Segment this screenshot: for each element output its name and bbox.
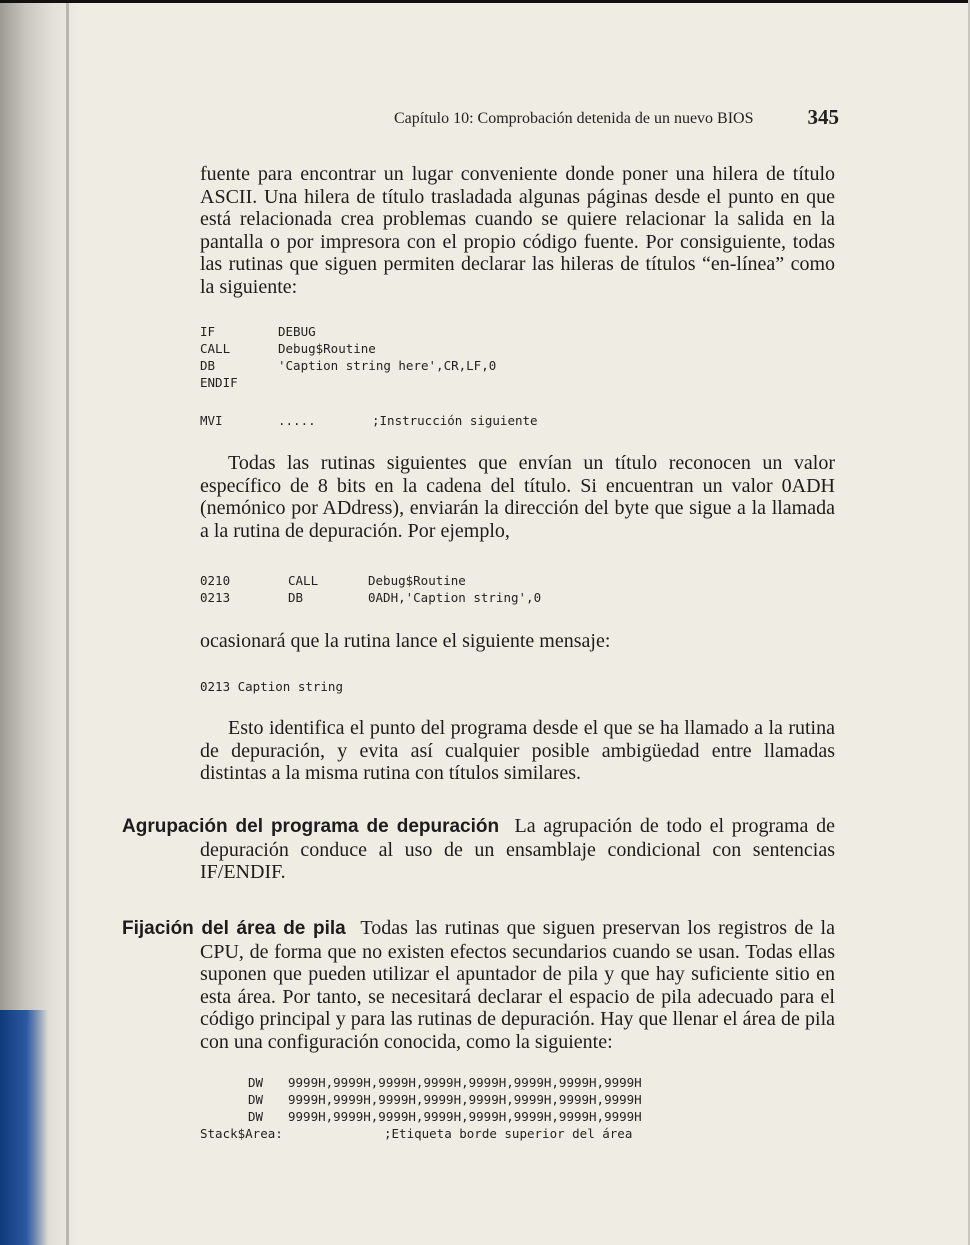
code-op: DB	[288, 590, 304, 605]
section-text: La agrupación de todo el programa de depuración conduce al uso de un ensamblaje condicional con sentencias IF/ENDIF.	[200, 815, 835, 883]
code-address: 0213	[200, 590, 231, 605]
code-op: DW	[248, 1075, 264, 1090]
code-op: ENDIF	[200, 375, 238, 390]
code-line	[200, 340, 720, 357]
code-block-stack-area	[200, 1074, 760, 1142]
code-line	[200, 412, 720, 429]
section-body	[122, 917, 835, 1053]
section-heading: Fijación del área de pila	[122, 918, 346, 939]
code-line	[200, 1108, 760, 1125]
code-label: Stack$Area:	[200, 1126, 283, 1141]
code-arg: Debug$Routine	[368, 573, 466, 588]
code-op: CALL	[200, 341, 231, 356]
code-arg: DEBUG	[278, 324, 316, 339]
paragraph-4: Esto identifica el punto del programa desde el que se ha llamado a la rutina de depuración, y evita así cualquier posible ambigüedad entre llamadas distintas a la misma rutina con títulos similares.	[200, 717, 835, 784]
code-arg: 0ADH,'Caption string',0	[368, 590, 542, 605]
code-line	[200, 1125, 760, 1142]
code-block-output	[200, 678, 720, 695]
section-agrupacion	[122, 815, 835, 884]
code-arg: 9999H,9999H,9999H,9999H,9999H,9999H,9999H,9999H	[288, 1092, 642, 1107]
code-block-if-debug	[200, 323, 720, 391]
code-arg: 9999H,9999H,9999H,9999H,9999H,9999H,9999H,9999H	[288, 1075, 642, 1090]
page-number: 345	[807, 105, 839, 129]
paragraph-2: Todas las rutinas siguientes que envían un título reconocen un valor específico de 8 bits en la cadena del título. Si encuentran un valor 0ADH (nemónico por ADdress), enviarán la dirección del byte que sigue a la llamada a la rutina de depuración. Por ejemplo,	[200, 452, 835, 542]
code-line: 0213 Caption string	[200, 679, 343, 694]
code-line	[200, 589, 720, 606]
blue-binding-edge	[0, 1010, 48, 1245]
running-head	[394, 105, 839, 129]
code-arg: 'Caption string here',CR,LF,0	[278, 358, 497, 373]
section-heading: Agrupación del programa de depuración	[122, 816, 500, 837]
code-op: MVI	[200, 413, 223, 428]
running-head-text: Capítulo 10: Comprobación detenida de un nuevo BIOS	[394, 110, 754, 127]
code-arg: 9999H,9999H,9999H,9999H,9999H,9999H,9999H,9999H	[288, 1109, 642, 1124]
code-op: DW	[248, 1092, 264, 1107]
page-edge-line	[66, 0, 69, 1245]
code-address: 0210	[200, 573, 231, 588]
code-line	[200, 1091, 760, 1108]
paragraph-1: fuente para encontrar un lugar conveniente donde poner una hilera de título ASCII. Una hilera de título trasladada algunas páginas desde el punto en que está relacionada crea problemas cuando se quiere relacionar la salida en la pantalla o por impresora con el propio código fuente. Por consiguiente, todas las rutinas que siguen permiten declarar las hileras de títulos “en-línea” como la siguiente:	[200, 163, 835, 298]
code-line	[200, 572, 720, 589]
code-line	[200, 323, 720, 340]
section-body	[122, 815, 835, 884]
top-border	[0, 0, 970, 3]
code-arg: Debug$Routine	[278, 341, 376, 356]
code-op: DW	[248, 1109, 264, 1124]
code-arg: .....	[278, 413, 316, 428]
section-text: Todas las rutinas que siguen preservan los registros de la CPU, de forma que no existen efectos secundarios cuando se usan. Todas ellas suponen que pueden utilizar el apuntador de pila y que hay suficiente sitio en esta área. Por tanto, se necesitará declarar el espacio de pila adecuado para el código principal y para las rutinas de depuración. Hay que llenar el área de pila con una configuración conocida, como la siguiente:	[200, 917, 835, 1053]
code-line	[200, 1074, 760, 1091]
code-comment: ;Instrucción siguiente	[372, 413, 538, 428]
code-op: IF	[200, 324, 216, 339]
code-block-call-example	[200, 572, 720, 606]
code-line	[200, 357, 720, 374]
paragraph-3: ocasionará que la rutina lance el siguiente mensaje:	[200, 630, 611, 652]
code-comment: ;Etiqueta borde superior del área	[384, 1126, 633, 1141]
section-fijacion	[122, 917, 835, 1053]
code-op: CALL	[288, 573, 319, 588]
code-op: DB	[200, 358, 216, 373]
code-block-mvi	[200, 412, 720, 429]
code-line	[200, 374, 720, 391]
